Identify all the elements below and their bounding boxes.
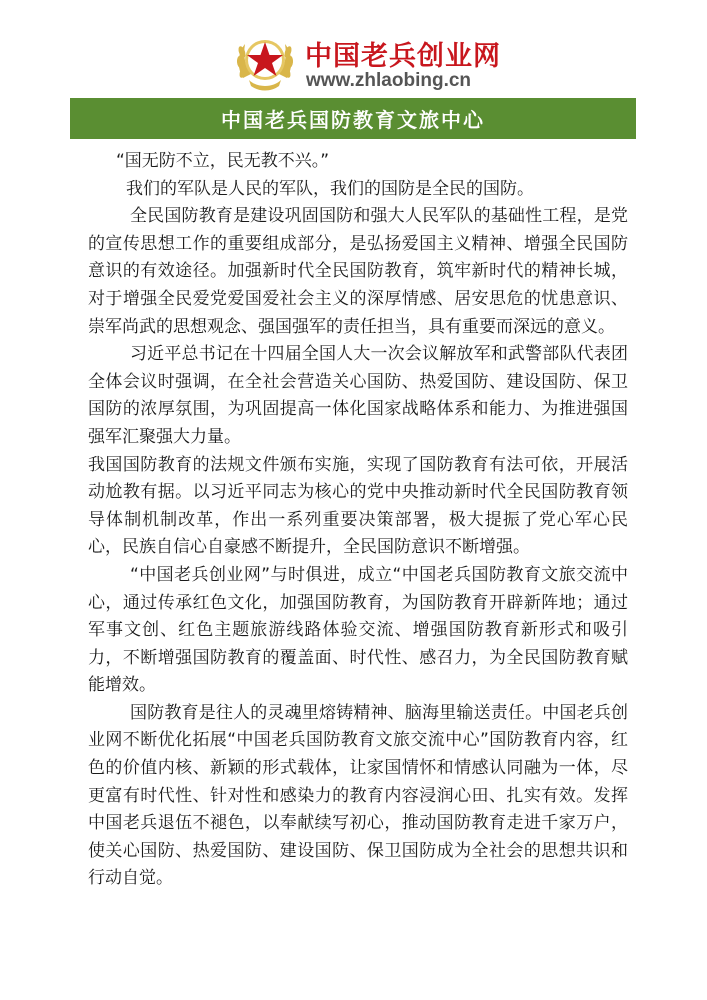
banner-title: 中国老兵国防教育文旅中心 [221,108,485,132]
article-paragraph: 习近平总书记在十四届全国人大一次会议解放军和武警部队代表团全体会议时强调，在全社会营造关心国防、热爱国防、建设国防、保卫国防的浓厚氛围，为巩固提高一体化国家战略体系和能力、为推进强国强军汇聚强大力量。 [88,344,628,447]
section-banner [70,98,636,139]
article-paragraph: 全民国防教育是建设巩固国防和强大人民军队的基础性工程，是党的宣传思想工作的重要组成部分，是弘扬爱国主义精神、增强全民国防意识的有效途径。加强新时代全民国防教育，筑牢新时代的精神长城，对于增强全民爱党爱国爱社会主义的深厚情感、居安思危的忧患意识、崇军尚武的思想观念、强国强军的责任担当，具有重要而深远的意义。 [88,206,628,337]
page-header [0,0,707,100]
article-body [88,148,628,893]
article-paragraph: 我们的军队是人民的军队，我们的国防是全民的国防。 [126,178,534,199]
article-paragraph: “国无防不立，民无教不兴。” [116,151,330,171]
red-star-emblem-icon [233,30,297,94]
brand-title[interactable]: 中国老兵创业网 [305,41,501,72]
brand-url[interactable]: www.zhlaobing.cn [306,70,472,91]
article-paragraph: “中国老兵创业网”与时俱进，成立“中国老兵国防教育文旅交流中心，通过传承红色文化，加强国防教育，为国防教育开辟新阵地；通过军事文创、红色主题旅游线路体验交流、增强国防教育新形式和吸引力，不断增强国防教育的覆盖面、时代性、感召力，为全民国防教育赋能增效。 [88,564,628,696]
article-paragraph: 国防教育是往人的灵魂里熔铸精神、脑海里输送责任。中国老兵创业网不断优化拓展“中国老兵国防教育文旅交流中心”国防教育内容，红色的价值内核、新颖的形式载体，让家国情怀和情感认同融为一体，尽更富有时代性、针对性和感染力的教育内容浸润心田、扎实有效。发挥中国老兵退伍不褪色，以奉献续写初心，推动国防教育走进千家万户，使关心国防、热爱国防、建设国防、保卫国防成为全社会的思想共识和行动自觉。 [88,702,628,889]
article-paragraph: 我国国防教育的法规文件颁布实施，实现了国防教育有法可依，开展活动尬教有据。以习近平同志为核心的党中央推动新时代全民国防教育领导体制机制改革，作出一系列重要决策部署，极大提振了党心军心民心，民族自信心自豪感不断提升，全民国防意识不断增强。 [88,454,628,558]
